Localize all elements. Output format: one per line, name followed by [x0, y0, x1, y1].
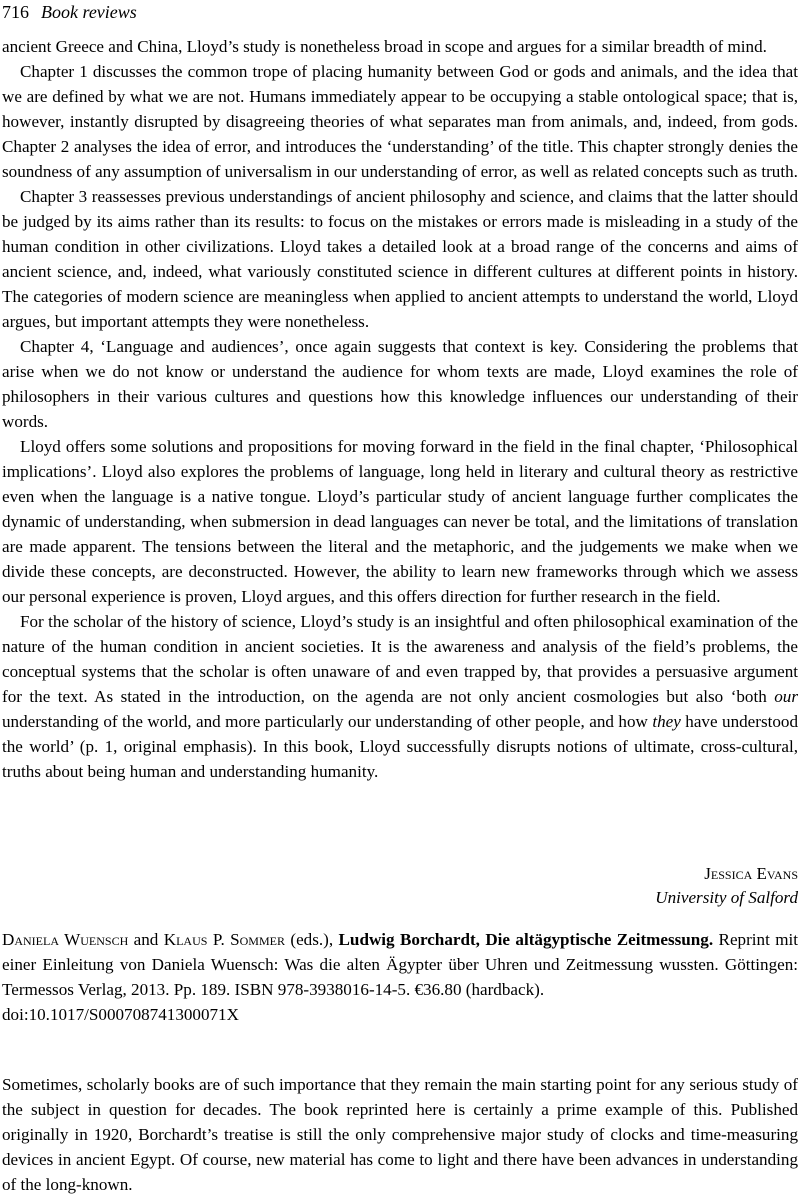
text-segment: understanding of the world, and more particularly our understanding of other people, and how [2, 712, 653, 731]
editor-name: Klaus P. Sommer [163, 930, 285, 949]
eds-label: (eds.), [284, 930, 339, 949]
reviewer-affiliation: University of Salford [655, 888, 798, 907]
citation-text [2, 927, 798, 1002]
page-number: 716 [2, 2, 29, 22]
text-segment: have understood the world’ (p. 1, original emphasis). In this book, Lloyd successfully disrupts notions of ultimate, cross-cultural, truths about being human and understanding humanity. [2, 712, 798, 781]
paragraph: Chapter 3 reassesses previous understandings of ancient philosophy and science, and claims that the latter should be judged by its aims rather than its results: to focus on the mistakes or errors made is misleading in a study of the human condition in other civilizations. Lloyd takes a detailed look at a broad range of the concerns and aims of ancient science, and, indeed, what variously constituted science in different cultures at different points in history. The categories of modern science are meaningless when applied to ancient attempts to understand the world, Lloyd argues, but important attempts they were nonetheless. [2, 187, 798, 331]
running-head-title: Book reviews [41, 2, 137, 22]
emphasis-they: they [652, 712, 681, 731]
paragraph: ancient Greece and China, Lloyd’s study is nonetheless broad in scope and argues for a similar breadth of mind. [2, 37, 767, 56]
running-header [2, 0, 798, 24]
publication-details: Reprint mit einer Einleitung von Daniela Wuensch: Was die alten Ägypter über Uhren und Zeitmessung wussten. Göttingen: Termessos Verlag, 2013. Pp. 189. ISBN 978-3938016-14-5. €36.80 (hardback). [2, 930, 799, 999]
paragraph: Chapter 4, ‘Language and audiences’, once again suggests that context is key. Considering the problems that arise when we do not know or understand the audience for whom texts are made, Lloyd examines the role of philosophers in their various cultures and questions how this knowledge influences our understanding of their words. [2, 337, 798, 431]
text-segment: For the scholar of the history of science, Lloyd’s study is an insightful and often philosophical examination of the nature of the human condition in ancient societies. It is the awareness and analysis of the field’s problems, the conceptual systems that the scholar is often unaware of and even trapped by, that provides a persuasive argument for the text. As stated in the introduction, on the agenda are not only ancient cosmologies but also ‘both [2, 612, 798, 706]
conjunction: and [128, 930, 164, 949]
doi: doi:10.1017/S000708741300071X [2, 1005, 239, 1024]
review-body-borchardt [2, 1072, 798, 1197]
emphasis-our: our [774, 687, 798, 706]
review-body-lloyd [2, 34, 798, 784]
paragraph: Sometimes, scholarly books are of such importance that they remain the main starting point for any serious study of the subject in question for decades. The book reprinted here is certainly a prime example of this. Published originally in 1920, Borchardt’s treatise is still the only comprehensive major study of clocks and time-measuring devices in ancient Egypt. Of course, new material has come to light and there have been advances in understanding of the long-known. [2, 1075, 798, 1194]
paragraph: Chapter 1 discusses the common trope of placing humanity between God or gods and animals, and the idea that we are defined by what we are not. Humans immediately appear to be occupying a stable ontological space; that is, however, instantly disrupted by disagreeing theories of what separates man from animals, and, indeed, from gods. Chapter 2 analyses the idea of error, and introduces the ‘understanding’ of the title. This chapter strongly denies the soundness of any assumption of universalism in our understanding of error, as well as related concepts such as truth. [2, 62, 798, 181]
editor-name: Daniela Wuensch [2, 930, 129, 949]
paragraph: Lloyd offers some solutions and propositions for moving forward in the field in the final chapter, ‘Philosophical implications’. Lloyd also explores the problems of language, long held in literary and cultural theory as restrictive even when the language is a native tongue. Lloyd’s particular study of ancient language further complicates the dynamic of understanding, when submersion in dead languages can never be total, and the limitations of translation are made apparent. The tensions between the literal and the metaphoric, and the judgements we make when we divide these concepts, are deconstructed. However, the ability to learn new frameworks through which we assess our personal experience is proven, Lloyd argues, and this offers direction for further research in the field. [2, 437, 798, 606]
review-citation [2, 927, 798, 1027]
book-title: Ludwig Borchardt, Die altägyptische Zeitmessung. [338, 930, 714, 949]
paragraph-final [2, 609, 798, 784]
reviewer-name: Jessica Evans [704, 864, 798, 883]
